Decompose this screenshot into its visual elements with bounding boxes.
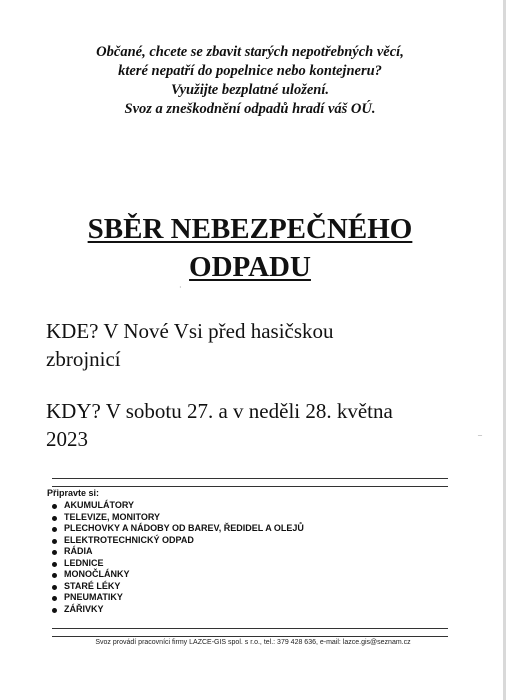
title-line-2: ODPADU <box>189 251 311 283</box>
list-item <box>50 581 304 593</box>
bullet-icon <box>52 516 57 521</box>
bullet-icon <box>52 550 57 555</box>
intro-line: Svoz a zneškodnění odpadů hradí váš OÚ. <box>124 101 376 117</box>
location-info <box>46 317 466 373</box>
page-title <box>30 210 470 286</box>
item-label: TELEVIZE, MONITORY <box>64 511 161 522</box>
list-item <box>50 592 304 604</box>
bullet-icon <box>52 562 57 567</box>
item-label: ZÁŘIVKY <box>64 603 104 614</box>
bullet-icon <box>52 585 57 590</box>
bullet-icon <box>52 539 57 544</box>
scan-speck: – <box>478 430 482 439</box>
title-line-1: SBĚR NEBEZPEČNÉHO <box>87 213 413 245</box>
location-line-1: KDE? V Nové Vsi před hasičskou <box>46 319 334 343</box>
bullet-icon <box>52 596 57 601</box>
list-item <box>50 546 304 558</box>
bullet-icon <box>52 504 57 509</box>
item-label: ELEKTROTECHNICKÝ ODPAD <box>64 534 194 545</box>
scan-speck: · <box>179 283 182 292</box>
bullet-icon <box>52 608 57 613</box>
item-label: MONOČLÁNKY <box>64 569 130 579</box>
location-line-2: zbrojnicí <box>46 347 121 371</box>
list-item <box>50 569 304 581</box>
list-item <box>50 558 304 570</box>
list-item <box>50 604 304 616</box>
item-label: AKUMULÁTORY <box>64 500 134 510</box>
list-item <box>50 500 304 512</box>
prepare-label: Připravte si: <box>47 488 100 498</box>
date-info <box>46 397 466 453</box>
item-label: RÁDIA <box>64 546 93 556</box>
date-line-1: KDY? V sobotu 27. a v neděli 28. května <box>46 399 393 423</box>
date-line-2: 2023 <box>46 427 88 451</box>
separator-bottom <box>52 628 448 637</box>
list-item <box>50 523 304 535</box>
list-item <box>50 535 304 547</box>
item-label: STARÉ LÉKY <box>64 580 121 591</box>
waste-items-list <box>50 500 304 615</box>
intro-text <box>40 43 460 119</box>
intro-line: Občané, chcete se zbavit starých nepotřebných věcí, <box>96 44 404 60</box>
bullet-icon <box>52 527 57 532</box>
item-label: PLECHOVKY A NÁDOBY OD BAREV, ŘEDIDEL A OLEJŮ <box>64 523 304 533</box>
intro-line: které nepatří do popelnice nebo kontejneru? <box>118 63 382 79</box>
intro-line: Využijte bezplatné uložení. <box>170 82 330 98</box>
item-label: LEDNICE <box>64 557 104 568</box>
footer-contact: Svoz provádí pracovníci firmy LAZCE-GIS spol. s r.o., tel.: 379 428 636, e-mail: lazce.gis@seznam.cz <box>95 639 411 646</box>
bullet-icon <box>52 573 57 578</box>
item-label: PNEUMATIKY <box>64 592 123 602</box>
separator-top <box>52 478 448 487</box>
list-item <box>50 512 304 524</box>
